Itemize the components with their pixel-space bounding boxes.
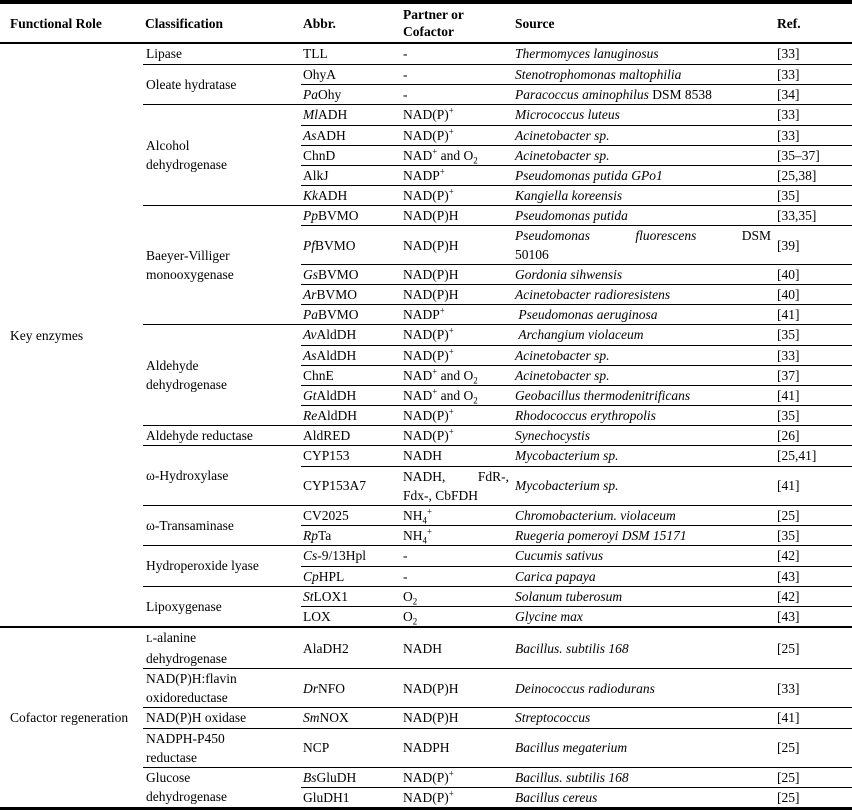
table-row — [301, 669, 852, 707]
source-cell: Bacillus cereus — [515, 790, 598, 805]
ref-cell: [42] — [777, 588, 800, 604]
text-line: NADH, FdR-, — [403, 468, 509, 484]
cofactor-cell: NAD(P)+ — [403, 768, 454, 785]
text-line: Pseudomonas fluorescens DSM — [515, 228, 771, 243]
cofactor-cell: NAD(P)+ — [403, 406, 454, 423]
table-row — [301, 768, 852, 788]
table-section — [0, 626, 852, 807]
abbr-cell: GtAldDH — [303, 387, 357, 403]
abbr-cell: ArBVMO — [303, 287, 358, 302]
source-cell: Acinetobacter radioresistens — [515, 287, 671, 302]
table-row — [301, 264, 852, 284]
abbr-cell: PaBVMO — [303, 307, 359, 322]
ref-cell: [37] — [777, 367, 800, 383]
abbr-cell: OhyA — [303, 66, 336, 82]
abbr-cell: AldRED — [303, 427, 351, 443]
abbr-cell: SmNOX — [303, 710, 349, 726]
classification-group — [143, 586, 852, 627]
source-cell: Streptococcus — [515, 710, 591, 726]
abbr-cell: AsAldDH — [303, 347, 357, 363]
table-row — [301, 145, 852, 165]
cofactor-cell: NAD(P)+ — [403, 325, 454, 343]
cofactor-cell: - — [403, 66, 408, 82]
abbr-cell: RpTa — [303, 528, 332, 543]
abbr-cell: PpBVMO — [303, 207, 359, 223]
group-rows — [301, 587, 852, 627]
classification-group — [143, 668, 852, 707]
classification-group — [143, 64, 852, 105]
source-cell: Acinetobacter sp. — [515, 367, 610, 383]
ref-cell: [33] — [777, 46, 800, 62]
classification-label: NAD(P)H:flavin oxidoreductase — [146, 671, 237, 705]
classification-group — [143, 728, 852, 767]
source-cell: Mycobacterium sp. — [515, 448, 619, 464]
abbr-cell: PfBVMO — [303, 237, 356, 253]
source-cell: Micrococcus luteus — [515, 107, 620, 123]
table-row — [301, 206, 852, 226]
ref-cell: [33] — [777, 680, 800, 696]
source-cell: Synechocystis — [515, 427, 590, 443]
abbr-cell: PaOhy — [303, 87, 342, 102]
table-row — [301, 405, 852, 425]
ref-cell: [39] — [777, 237, 800, 253]
text-line: Fdx-, CbFDH — [403, 487, 479, 503]
cofactor-cell: $NH_4^+$ — [403, 526, 432, 546]
source-cell: Ruegeria pomeroyi DSM 15171 — [515, 528, 687, 543]
classification-cell — [143, 65, 301, 105]
header-abbr: Abbr. — [303, 15, 336, 31]
table-row — [301, 325, 852, 345]
cofactor-cell: NAD(P)H — [403, 237, 459, 253]
source-cell: Acinetobacter sp. — [515, 127, 610, 143]
cofactor-cell: $NH_4^+$ — [403, 506, 432, 526]
table-row — [301, 65, 852, 85]
functional-role-cell — [0, 44, 143, 626]
cofactor-cell: NAD(P)H — [403, 680, 459, 696]
source-cell: Archangium violaceum — [515, 327, 644, 343]
classification-cell — [143, 587, 301, 627]
functional-role-label: Cofactor regeneration — [10, 710, 129, 725]
classification-label: Glucose dehydrogenase — [146, 770, 227, 805]
cofactor-cell: NADP+ — [403, 166, 445, 183]
ref-cell: [33] — [777, 347, 800, 363]
classification-label: Aldehyde dehydrogenase — [146, 357, 227, 392]
header-source: Source — [515, 15, 555, 31]
cofactor-cell: NADP+ — [403, 305, 445, 322]
classification-cell — [143, 729, 301, 767]
table-row — [301, 426, 852, 446]
ref-cell: [33,35] — [777, 207, 817, 223]
abbr-cell: GluDH1 — [303, 790, 350, 805]
table-row — [301, 385, 852, 405]
cofactor-cell: NADH — [403, 640, 442, 656]
ref-cell: [35–37] — [777, 147, 820, 163]
cofactor-cell: - — [403, 548, 408, 564]
classification-group — [143, 767, 852, 808]
ref-cell: [41] — [777, 478, 800, 493]
classification-cell — [143, 708, 301, 728]
abbr-cell: ReAldDH — [303, 407, 357, 423]
ref-cell: [42] — [777, 548, 800, 564]
table-header-row — [0, 4, 852, 44]
source-cell: Carica papaya — [515, 568, 596, 584]
abbr-cell: MlADH — [303, 107, 348, 123]
classification-cell — [143, 506, 301, 546]
ref-cell: [26] — [777, 427, 800, 443]
abbr-cell: GsBVMO — [303, 267, 359, 282]
ref-cell: [41] — [777, 710, 800, 726]
abbr-cell: ChnE — [303, 367, 334, 383]
cofactor-cell: NAD(P)+ — [403, 186, 454, 203]
classification-label: Oleate hydratase — [146, 76, 237, 92]
ref-cell: [34] — [777, 87, 800, 102]
ref-cell: [41] — [777, 307, 800, 322]
classification-cell — [143, 669, 301, 707]
table-section — [0, 44, 852, 626]
abbr-cell: CYP153A7 — [303, 478, 367, 493]
functional-role-label: Key enzymes — [10, 327, 84, 343]
group-rows — [301, 426, 852, 446]
abbr-cell: CYP153 — [303, 448, 350, 464]
group-rows — [301, 729, 852, 767]
abbr-cell: BsGluDH — [303, 769, 357, 785]
ref-cell: [25] — [777, 790, 800, 805]
table-row — [301, 44, 852, 64]
group-rows — [301, 506, 852, 546]
ref-cell: [33] — [777, 66, 800, 82]
source-cell: Acinetobacter sp. — [515, 347, 610, 363]
table-row — [301, 304, 852, 324]
abbr-cell: KkADH — [303, 187, 348, 203]
abbr-cell: AsADH — [303, 127, 346, 143]
abbr-cell: AlkJ — [303, 167, 329, 183]
cofactor-cell: NAD+ and $O_2$ — [403, 386, 478, 406]
classification-group — [143, 44, 852, 64]
classification-cell — [143, 628, 301, 668]
classification-label: Lipase — [146, 46, 182, 62]
group-rows — [301, 768, 852, 808]
classification-label: L-alanine dehydrogenase — [146, 630, 227, 666]
table-row — [301, 185, 852, 205]
abbr-cell: LOX — [303, 609, 331, 624]
classification-groups — [143, 44, 852, 626]
ref-cell: [40] — [777, 287, 800, 302]
abbr-cell: CpHPL — [303, 568, 345, 584]
table-row — [301, 628, 852, 668]
group-rows — [301, 44, 852, 64]
cofactor-cell: NAD(P)H — [403, 267, 459, 282]
source-cell: Pseudomonas putida — [515, 207, 628, 223]
cofactor-cell — [401, 467, 513, 505]
classification-label: Alcohol dehydrogenase — [146, 137, 227, 172]
classification-label: Aldehyde reductase — [146, 427, 253, 443]
classification-label: ω-Hydroxylase — [146, 467, 229, 483]
ref-cell: [43] — [777, 568, 800, 584]
group-rows — [301, 206, 852, 325]
cofactor-cell: NAD(P)+ — [403, 105, 454, 123]
classification-group — [143, 445, 852, 505]
text-line: 50106 — [515, 247, 549, 262]
abbr-cell: NCP — [303, 740, 330, 755]
source-cell: Stenotrophomonas maltophilia — [515, 66, 682, 82]
source-cell: Pseudomonas aeruginosa — [515, 307, 658, 322]
source-cell: Bacillus. subtilis 168 — [515, 769, 629, 785]
ref-cell: [35] — [777, 407, 800, 423]
classification-cell — [143, 44, 301, 64]
ref-cell: [33] — [777, 107, 800, 123]
table-row — [301, 587, 852, 607]
ref-cell: [35] — [777, 528, 800, 543]
source-cell: Bacillus megaterium — [515, 740, 628, 755]
table-row — [301, 506, 852, 526]
classification-label: NAD(P)H oxidase — [146, 710, 247, 726]
ref-cell: [40] — [777, 267, 800, 282]
group-rows — [301, 65, 852, 105]
table-row — [301, 787, 852, 807]
cofactor-cell: $O_2$ — [403, 588, 418, 607]
ref-cell: [25,38] — [777, 167, 817, 183]
cofactor-cell: $O_2$ — [403, 609, 418, 627]
table-row — [301, 446, 852, 466]
source-cell: Cucumis sativus — [515, 548, 604, 564]
ref-cell: [35] — [777, 327, 800, 343]
source-cell: Rhodococcus erythropolis — [515, 407, 656, 423]
ref-cell: [25,41] — [777, 448, 817, 464]
abbr-cell: ChnD — [303, 147, 336, 163]
table-row — [301, 125, 852, 145]
table-row — [301, 105, 852, 125]
source-cell: Thermomyces lanuginosus — [515, 46, 659, 62]
source-cell: Acinetobacter sp. — [515, 147, 610, 163]
table-row — [301, 566, 852, 586]
source-cell: Paracoccus aminophilus DSM 8538 — [515, 87, 712, 102]
group-rows — [301, 325, 852, 425]
group-rows — [301, 446, 852, 505]
classification-label: NADPH-P450 reductase — [146, 730, 225, 765]
functional-role-cell — [0, 628, 143, 807]
cofactor-cell: NAD+ and $O_2$ — [403, 366, 478, 386]
table-row — [301, 466, 852, 505]
classification-cell — [143, 105, 301, 205]
source-cell: Geobacillus thermodenitrificans — [515, 387, 691, 403]
classification-label: Hydroperoxide lyase — [146, 558, 259, 574]
header-partner-cofactor: Partner or Cofactor — [403, 7, 464, 39]
source-cell: Kangiella koreensis — [515, 187, 623, 203]
ref-cell: [25] — [777, 507, 800, 523]
cofactor-cell: - — [403, 568, 408, 584]
classification-cell — [143, 426, 301, 446]
classification-group — [143, 505, 852, 546]
classification-label: Lipoxygenase — [146, 598, 222, 614]
source-cell: Deinococcus radiodurans — [515, 680, 655, 696]
source-cell: Chromobacterium. violaceum — [515, 507, 676, 523]
cofactor-cell: NAD(P)+ — [403, 788, 454, 805]
group-rows — [301, 105, 852, 205]
source-cell: Bacillus. subtilis 168 — [515, 640, 629, 656]
ref-cell: [43] — [777, 609, 800, 624]
abbr-cell: AvAldDH — [303, 327, 357, 343]
cofactor-cell: NAD(P)H — [403, 287, 459, 302]
classification-cell — [143, 325, 301, 425]
table-row — [301, 708, 852, 728]
source-cell: Pseudomonas putida GPo1 — [515, 167, 663, 183]
table-body — [0, 44, 852, 807]
classification-group — [143, 545, 852, 586]
classification-label: ω-Transaminase — [146, 517, 234, 533]
group-rows — [301, 708, 852, 728]
ref-cell: [25] — [777, 769, 800, 785]
abbr-cell: CV2025 — [303, 507, 349, 523]
ref-cell: [25] — [777, 640, 800, 656]
cofactor-cell: - — [403, 46, 408, 62]
classification-group — [143, 324, 852, 425]
header-functional-role: Functional Role — [10, 15, 102, 31]
header-classification: Classification — [145, 15, 224, 31]
table-row — [301, 365, 852, 385]
abbr-cell: StLOX1 — [303, 588, 349, 604]
source-cell: Solanum tuberosum — [515, 588, 623, 604]
cofactor-cell: NADPH — [403, 740, 450, 755]
cofactor-cell: NAD(P)+ — [403, 426, 454, 443]
ref-cell: [25] — [777, 740, 800, 755]
classification-cell — [143, 206, 301, 325]
classification-label: Baeyer-Villiger monooxygenase — [146, 247, 234, 282]
group-rows — [301, 628, 852, 668]
table-row — [301, 606, 852, 626]
source-cell: Glycine max — [515, 609, 583, 624]
table-row — [301, 225, 852, 264]
table-row — [301, 525, 852, 545]
table-row — [301, 345, 852, 365]
ref-cell: [41] — [777, 387, 800, 403]
ref-cell: [33] — [777, 127, 800, 143]
group-rows — [301, 546, 852, 586]
abbr-cell: DrNFO — [303, 680, 346, 696]
classification-group — [143, 205, 852, 325]
source-cell — [513, 226, 775, 264]
ref-cell: [35] — [777, 187, 800, 203]
table-row — [301, 546, 852, 566]
classification-group — [143, 104, 852, 205]
classification-group — [143, 628, 852, 668]
table-row — [301, 729, 852, 767]
abbr-cell: AlaDH2 — [303, 640, 349, 656]
classification-cell — [143, 446, 301, 505]
classification-cell — [143, 768, 301, 808]
classification-group — [143, 707, 852, 728]
cofactor-cell: NAD(P)+ — [403, 346, 454, 363]
abbr-cell: TLL — [303, 46, 328, 62]
cofactor-cell: NAD+ and $O_2$ — [403, 146, 478, 166]
cofactor-cell: NAD(P)H — [403, 710, 459, 726]
source-cell: Gordonia sihwensis — [515, 267, 623, 282]
cofactor-cell: NADH — [403, 448, 442, 464]
table-row — [301, 284, 852, 304]
header-ref: Ref. — [777, 15, 801, 31]
table-row — [301, 165, 852, 185]
table-row — [301, 84, 852, 104]
classification-groups — [143, 628, 852, 807]
source-cell: Mycobacterium sp. — [515, 478, 619, 493]
cofactor-cell: NAD(P)H — [403, 207, 459, 223]
abbr-cell: Cs-9/13Hpl — [303, 548, 367, 564]
group-rows — [301, 669, 852, 707]
classification-cell — [143, 546, 301, 586]
cofactor-cell: - — [403, 87, 408, 102]
cofactor-cell: NAD(P)+ — [403, 126, 454, 143]
classification-group — [143, 425, 852, 446]
